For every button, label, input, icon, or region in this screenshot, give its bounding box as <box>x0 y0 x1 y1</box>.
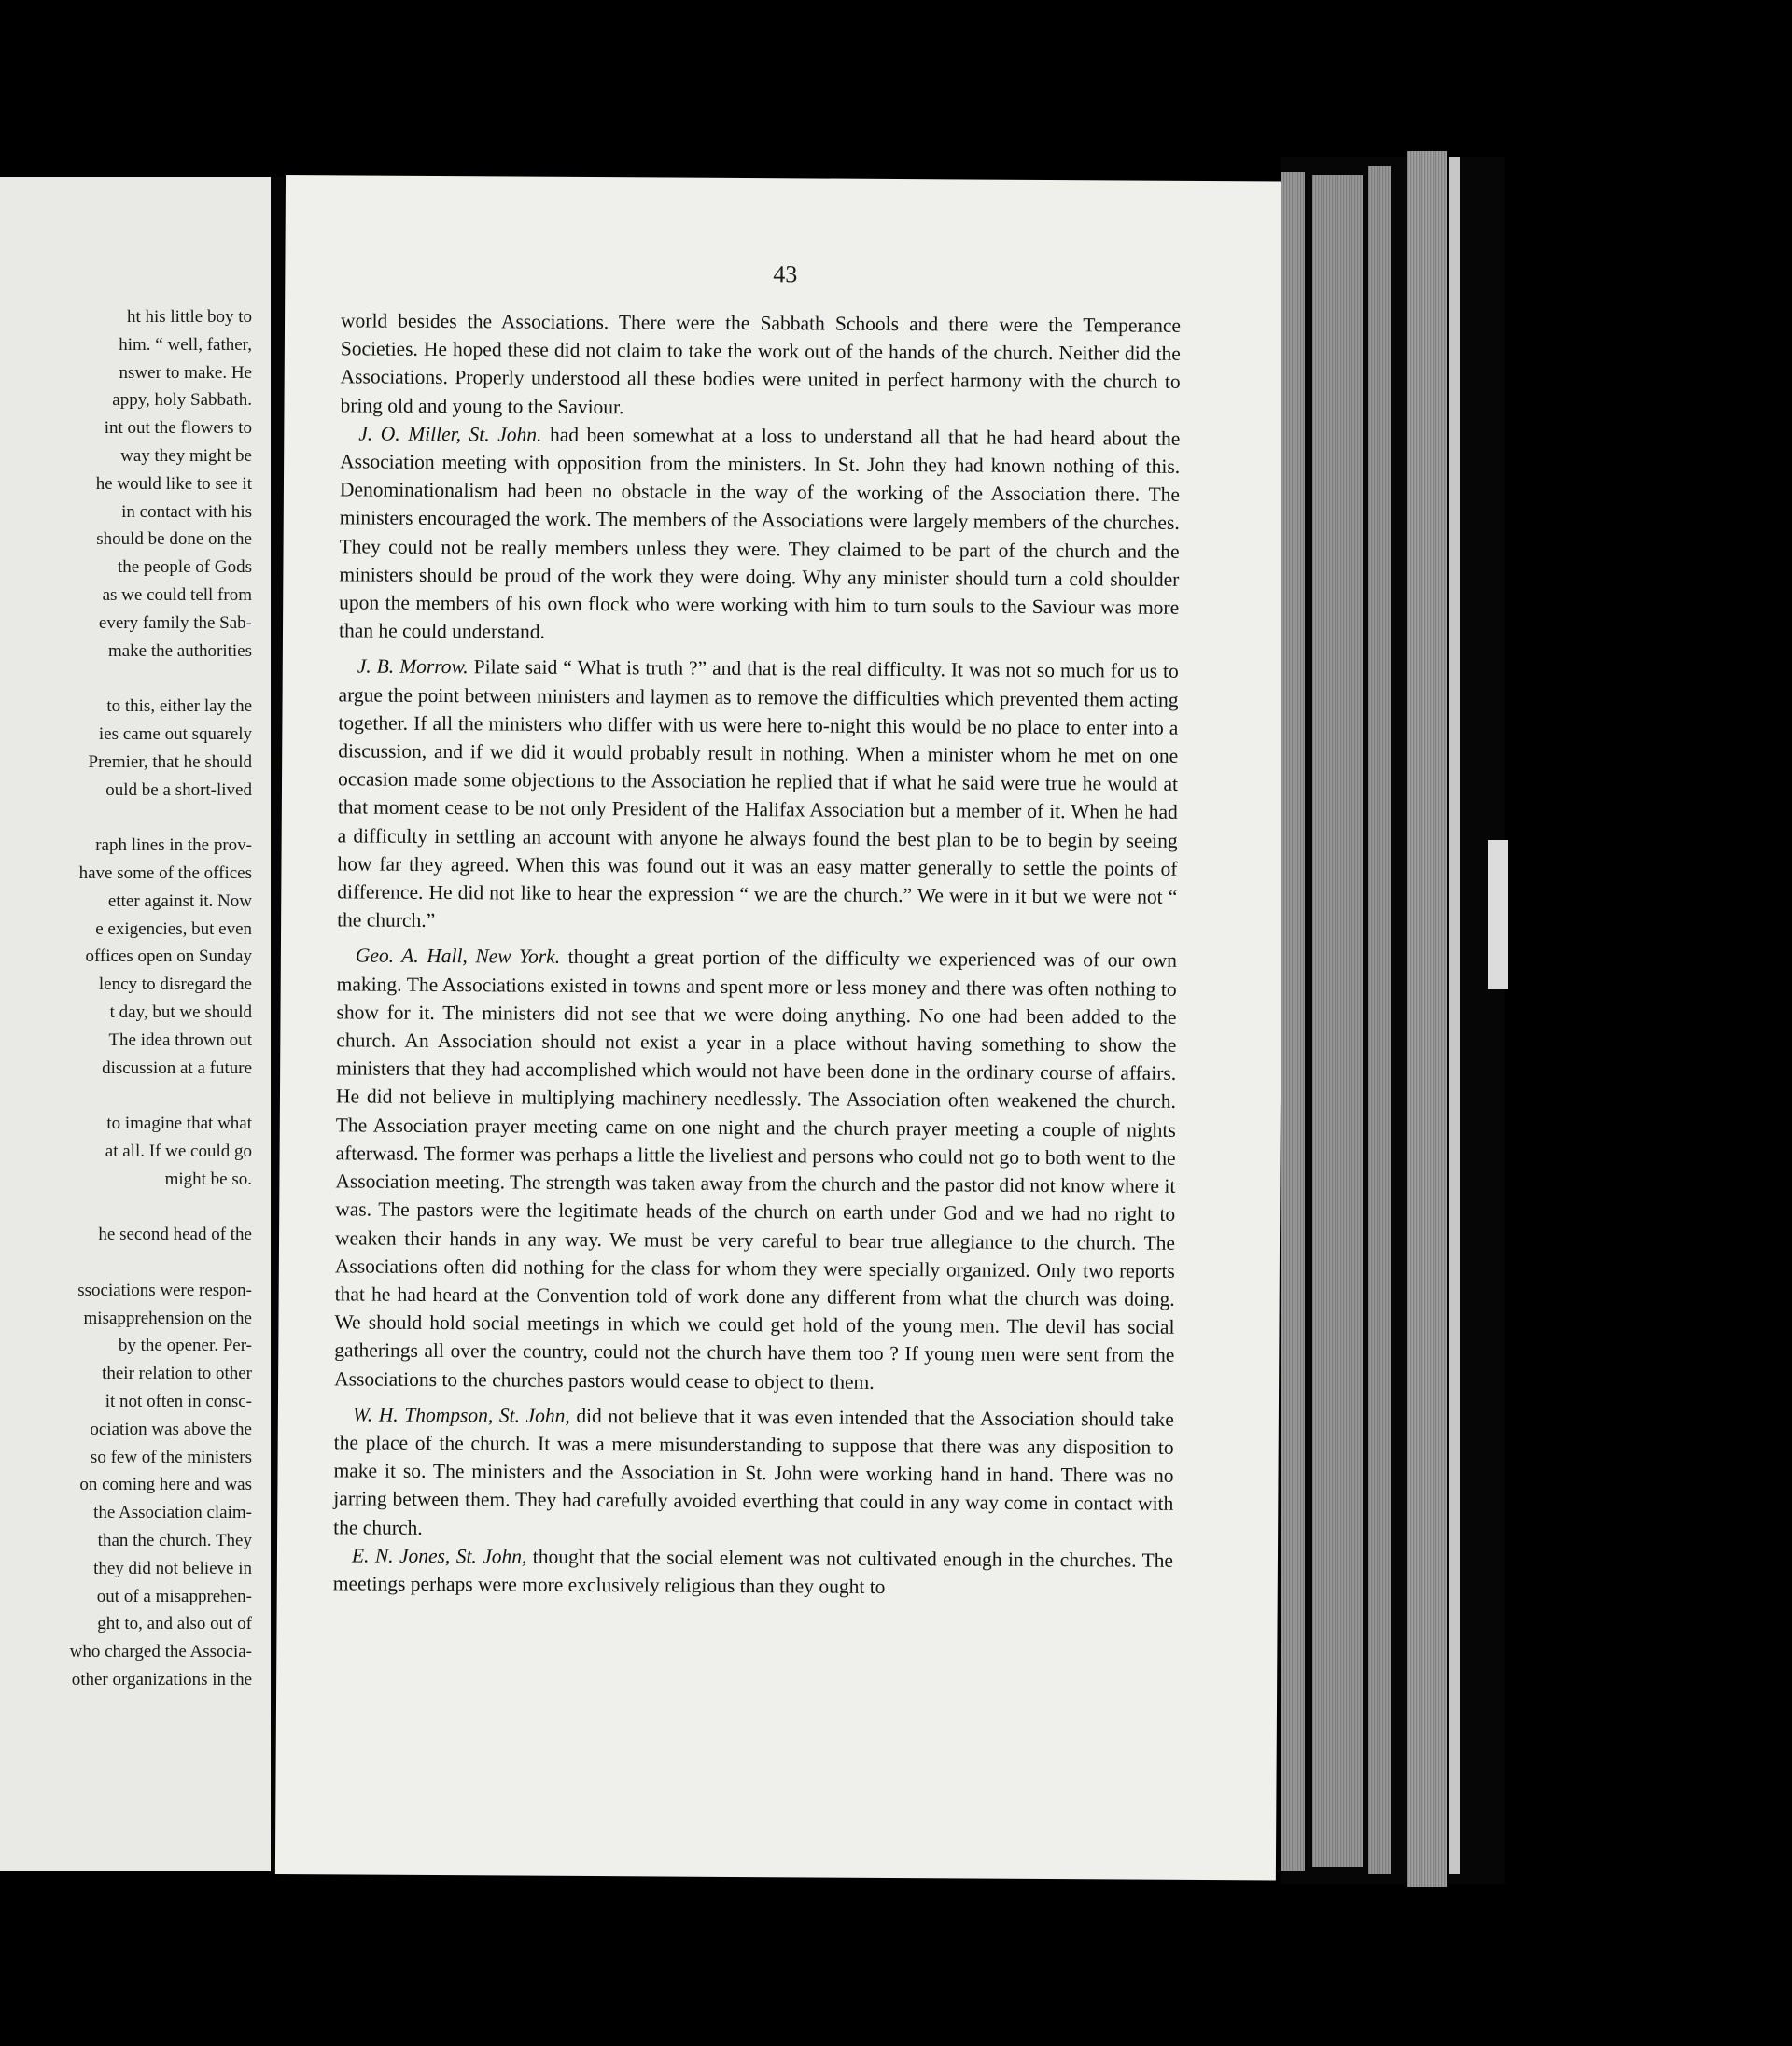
left-line: ght to, and also out of <box>97 1614 252 1634</box>
speaker-name: Geo. A. Hall, New York. <box>355 944 561 969</box>
left-line: on coming here and was <box>79 1475 252 1495</box>
left-line: to imagine that what <box>106 1114 252 1134</box>
left-line <box>0 804 252 832</box>
left-line: in contact with his <box>121 501 252 522</box>
left-page <box>0 177 271 1871</box>
paragraph-text: thought a great portion of the difficulty we experienced was of our own making. The Associations existed in towns and spent more or less money and there was often nothing to show for it. The ministers did not see that we were doing anything. No one had been added to the church. An Association should not exist a year in a place without having something to show the ministers that they had accomplished which would not have been done in the ordinary course of affairs. He did not believe in multiplying machinery needlessly. The Association often weakened the church. The Association prayer meeting came on one night and the church prayer meeting a couple of nights afterwasd. The former was perhaps a little the liveliest and persons who could not go to both went to the Association meeting. The strength was taken away from the church and the pastor did not know where it was. The pastors were the legitimate heads of the church on earth under God and we had no right to weaken their hands in any way. We must be very careful to bear true allegiance to the church. The Associations often did nothing for the class for whom they were specially organized. Only two reports that he had heard at the Convention told of work done any different from what the church was doing. We should hold social meetings in which we could get hold of the young men. The devil has social gatherings all over the country, could not the church have them too ? If young men were sent from the Associations to the churches pastors would cease to object to them. <box>334 946 1177 1394</box>
left-line: out of a misapprehen- <box>96 1586 252 1606</box>
left-line: ociation was above the <box>90 1419 252 1439</box>
left-line: ould be a short-lived <box>105 779 252 800</box>
left-line: at all. If we could go <box>105 1141 252 1161</box>
left-page-text <box>0 303 252 1694</box>
paragraph <box>337 652 1179 940</box>
speaker-name: W. H. Thompson, St. John, <box>352 1403 570 1427</box>
left-line: ssociations were respon- <box>77 1280 252 1300</box>
left-line <box>0 1249 252 1277</box>
left-line: to this, either lay the <box>106 696 252 717</box>
left-line: other organizations in the <box>71 1670 252 1690</box>
left-line: Premier, that he should <box>88 751 252 772</box>
paragraph <box>339 419 1180 650</box>
page-body <box>333 306 1181 1603</box>
paragraph <box>333 1400 1174 1547</box>
left-line: make the authorities <box>107 640 252 661</box>
left-line: every family the Sab- <box>98 612 252 633</box>
paragraph-text: did not believe that it was even intended that the Association should take the place of the church. It was a mere misunderstanding to suppose that there was any disposition to make it so. The ministers and the Association in St. John were working hand in hand. There was no jarring between them. They had carefully avoided everthing that could in any way come in contact with the church. <box>333 1404 1174 1539</box>
left-line <box>0 1194 252 1222</box>
paragraph-text: world besides the Associations. There were the Sabbath Schools and there were the Temperance Societies. He hoped these did not claim to take the work out of the hands of the church. Neither did the Associations. Properly understood all these bodies were united in perfect harmony with the church to bring old and young to the Saviour. <box>340 309 1182 418</box>
left-line: nswer to make. He <box>119 362 252 383</box>
speaker-name: J. B. Morrow. <box>357 654 469 679</box>
left-line: who charged the Associa- <box>69 1642 252 1662</box>
left-line: so few of the ministers <box>90 1447 252 1467</box>
left-line: might be so. <box>164 1169 252 1189</box>
left-line <box>0 1082 252 1110</box>
left-line: they did not believe in <box>93 1558 252 1578</box>
left-line: it not often in consc- <box>105 1392 252 1412</box>
page-number: 43 <box>773 260 798 288</box>
left-line: int out the flowers to <box>104 418 252 439</box>
paragraph <box>334 942 1177 1398</box>
left-line <box>0 665 252 693</box>
page-edge-strip <box>1368 166 1391 1874</box>
right-page <box>275 175 1286 1881</box>
left-line: e exigencies, but even <box>95 918 252 939</box>
left-line: raph lines in the prov- <box>95 835 252 856</box>
page-edge-tab <box>1488 840 1508 989</box>
left-line: he would like to see it <box>95 473 252 494</box>
speaker-name: E. N. Jones, St. John, <box>351 1544 527 1568</box>
paragraph-text: thought that the social element was not cultivated enough in the churches. The meetings perhaps were more exclusively religious than they ought to <box>332 1545 1174 1598</box>
left-line: way they might be <box>120 445 252 466</box>
paragraph-text: Pilate said “ What is truth ?” and that is the real difficulty. It was not so much for us to argue the point between ministers and laymen as to remove the difficulties which prevented them acting together. If all the ministers who differ with us were here to-night this would be no place to enter into a discussion, and if we did it would probably result in nothing. When a minister whom he met on one occasion made some objections to the Association he replied that if what he said were true he would at that moment cease to be not only President of the Halifax Association but a member of it. When he had a difficulty in settling an account with anyone he always found the best plan to be to begin by seeing how far they agreed. When this was found out it was an easy matter generally to settle the points of difference. He did not like to hear the expression “ we are the church.” We were in it but we were not “ the church.” <box>337 655 1179 932</box>
left-line: the Association claim- <box>93 1503 252 1523</box>
left-line: The idea thrown out <box>108 1030 252 1050</box>
left-line: the people of Gods <box>117 557 252 578</box>
left-line: as we could tell from <box>102 584 252 605</box>
page-edge-strip <box>1407 151 1447 1887</box>
page-edge-strip <box>1312 175 1363 1867</box>
left-line: ies came out squarely <box>98 723 252 744</box>
left-line: by the opener. Per- <box>118 1336 252 1356</box>
book-page-edges <box>1281 157 1505 1884</box>
left-line: their relation to other <box>102 1364 252 1384</box>
page-edge-strip <box>1449 157 1460 1874</box>
page-edge-strip <box>1281 172 1305 1871</box>
left-line: t day, but we should <box>109 1002 252 1022</box>
paragraph <box>340 306 1181 424</box>
left-line: he second head of the <box>98 1225 252 1245</box>
left-line: should be done on the <box>96 529 252 550</box>
left-line: have some of the offices <box>78 862 252 883</box>
left-line: discussion at a future <box>102 1058 252 1078</box>
left-line: etter against it. Now <box>107 890 252 911</box>
left-line: than the church. They <box>97 1531 252 1551</box>
left-line: offices open on Sunday <box>85 946 252 967</box>
left-line: ht his little boy to <box>126 307 252 327</box>
paragraph <box>333 1541 1173 1603</box>
left-line: appy, holy Sabbath. <box>112 390 252 411</box>
left-line: lency to disregard the <box>98 974 252 995</box>
speaker-name: J. O. Miller, St. John. <box>358 422 542 446</box>
left-line: misapprehension on the <box>83 1308 252 1328</box>
paragraph-text: had been somewhat at a loss to understand all that he had heard about the Association meeting with opposition from the ministers. In St. John they had known nothing of this. Denominationalism had been no obstacle in the way of the working of the Association there. The ministers encouraged the work. The members of the Associations were largely members of the churches. They could not be really members unless they were. They claimed to be part of the church and the ministers should be proud of the work they were doing. Why any minister should turn a cold shoulder upon the members of his own flock who were working with him to turn souls to the Saviour was more than he could understand. <box>338 423 1181 643</box>
left-line: him. “ well, father, <box>119 334 252 355</box>
